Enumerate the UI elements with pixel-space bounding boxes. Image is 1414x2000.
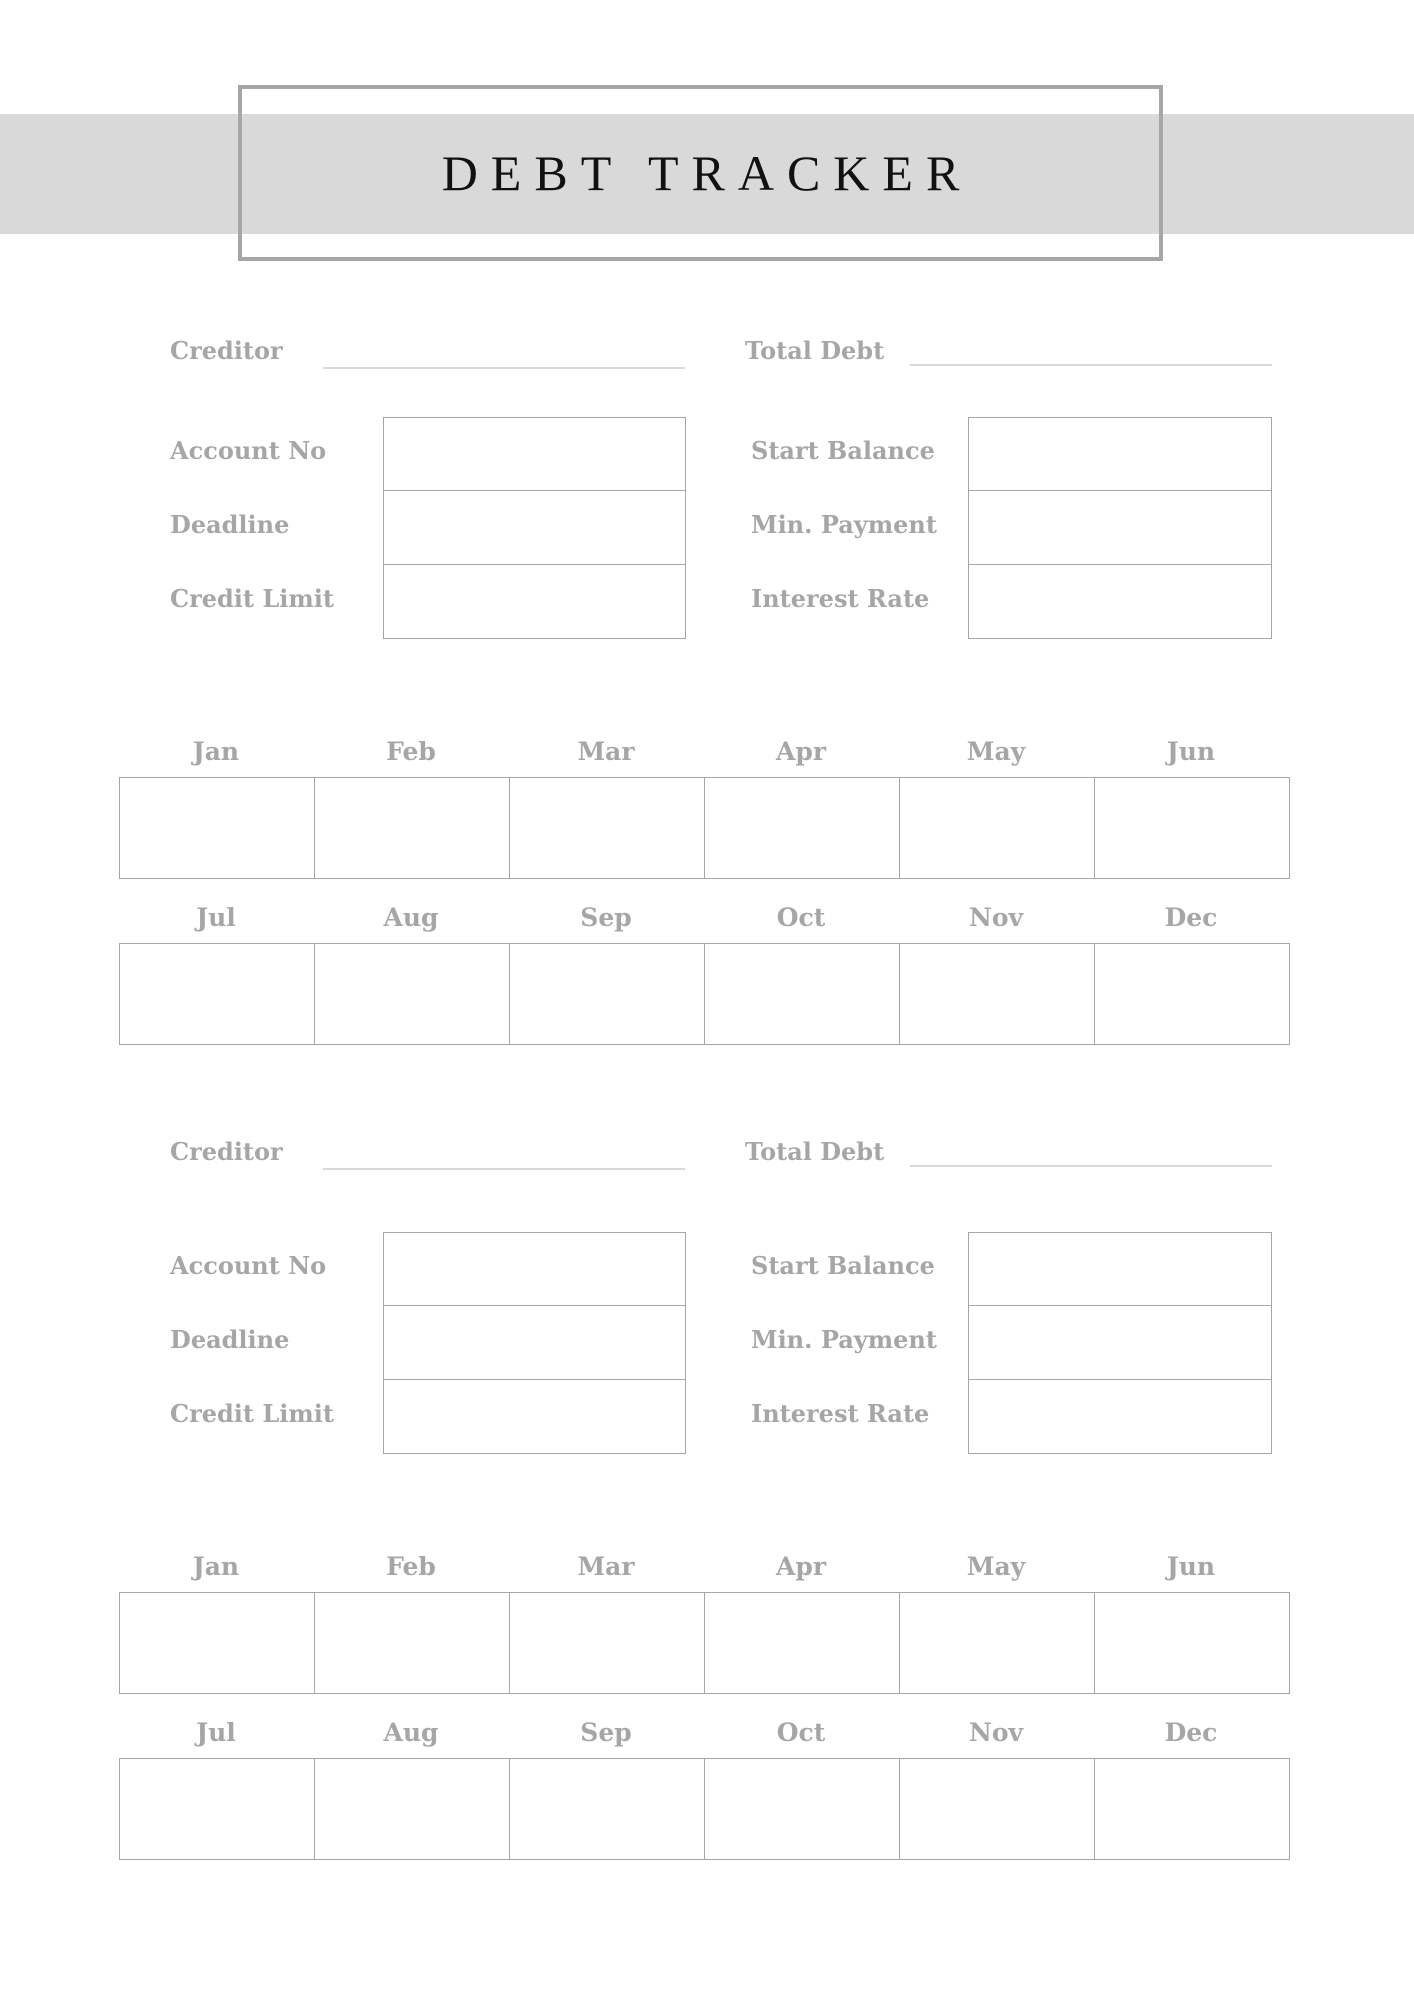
month-label-sep: Sep — [580, 1718, 632, 1747]
month-label-aug: Aug — [383, 903, 439, 932]
start-balance-label: Start Balance — [751, 1251, 935, 1280]
month-label-mar: Mar — [577, 1552, 635, 1581]
min-payment-label: Min. Payment — [751, 510, 937, 539]
month-cell-nov[interactable] — [899, 1758, 1095, 1860]
month-label-dec: Dec — [1164, 1718, 1218, 1747]
creditor-field[interactable] — [323, 1168, 685, 1170]
interest-rate-label: Interest Rate — [751, 1399, 930, 1428]
debt-section-1 — [0, 0, 1414, 932]
interest-rate-field[interactable] — [968, 564, 1272, 639]
account-no-field[interactable] — [383, 1232, 686, 1307]
total-debt-field[interactable] — [910, 1165, 1272, 1167]
month-cell-feb[interactable] — [314, 1592, 510, 1694]
account-no-label: Account No — [170, 1251, 327, 1280]
interest-rate-field[interactable] — [968, 1379, 1272, 1454]
month-label-feb: Feb — [386, 737, 436, 766]
month-label-oct: Oct — [776, 1718, 826, 1747]
month-label-aug: Aug — [383, 1718, 439, 1747]
month-cell-sep[interactable] — [509, 1758, 705, 1860]
month-label-jun: Jun — [1166, 737, 1216, 766]
month-cell-mar[interactable] — [509, 1592, 705, 1694]
start-balance-field[interactable] — [968, 1232, 1272, 1307]
month-label-mar: Mar — [577, 737, 635, 766]
credit-limit-label: Credit Limit — [170, 1399, 334, 1428]
total-debt-field[interactable] — [910, 364, 1272, 366]
credit-limit-field[interactable] — [383, 564, 686, 639]
account-no-label: Account No — [170, 436, 327, 465]
month-cell-may[interactable] — [899, 1592, 1095, 1694]
creditor-label: Creditor — [170, 336, 283, 365]
month-label-nov: Nov — [968, 1718, 1024, 1747]
start-balance-label: Start Balance — [751, 436, 935, 465]
deadline-label: Deadline — [170, 510, 290, 539]
month-cell-aug[interactable] — [314, 1758, 510, 1860]
month-label-jan: Jan — [192, 1552, 240, 1581]
month-cell-jul[interactable] — [119, 1758, 315, 1860]
creditor-label: Creditor — [170, 1137, 283, 1166]
credit-limit-field[interactable] — [383, 1379, 686, 1454]
deadline-label: Deadline — [170, 1325, 290, 1354]
month-label-apr: Apr — [775, 737, 827, 766]
month-cell-dec[interactable] — [1094, 1758, 1290, 1860]
month-label-may: May — [966, 737, 1026, 766]
month-label-oct: Oct — [776, 903, 826, 932]
min-payment-field[interactable] — [968, 1305, 1272, 1380]
start-balance-field[interactable] — [968, 417, 1272, 492]
month-cell-jan[interactable] — [119, 1592, 315, 1694]
page-title: DEBT TRACKER — [441, 145, 973, 201]
total-debt-label: Total Debt — [745, 1137, 885, 1166]
month-label-sep: Sep — [580, 903, 632, 932]
month-label-apr: Apr — [775, 1552, 827, 1581]
credit-limit-label: Credit Limit — [170, 584, 334, 613]
month-label-jul: Jul — [196, 1718, 236, 1747]
creditor-field[interactable] — [323, 367, 685, 369]
month-cell-jun[interactable] — [1094, 1592, 1290, 1694]
min-payment-label: Min. Payment — [751, 1325, 937, 1354]
interest-rate-label: Interest Rate — [751, 584, 930, 613]
debt-section-2 — [0, 815, 1414, 1747]
month-label-jul: Jul — [196, 903, 236, 932]
month-cell-oct[interactable] — [704, 1758, 900, 1860]
month-label-jun: Jun — [1166, 1552, 1216, 1581]
month-cell-apr[interactable] — [704, 1592, 900, 1694]
deadline-field[interactable] — [383, 490, 686, 565]
month-label-may: May — [966, 1552, 1026, 1581]
total-debt-label: Total Debt — [745, 336, 885, 365]
month-label-jan: Jan — [192, 737, 240, 766]
account-no-field[interactable] — [383, 417, 686, 492]
month-label-nov: Nov — [968, 903, 1024, 932]
month-label-dec: Dec — [1164, 903, 1218, 932]
month-label-feb: Feb — [386, 1552, 436, 1581]
deadline-field[interactable] — [383, 1305, 686, 1380]
min-payment-field[interactable] — [968, 490, 1272, 565]
